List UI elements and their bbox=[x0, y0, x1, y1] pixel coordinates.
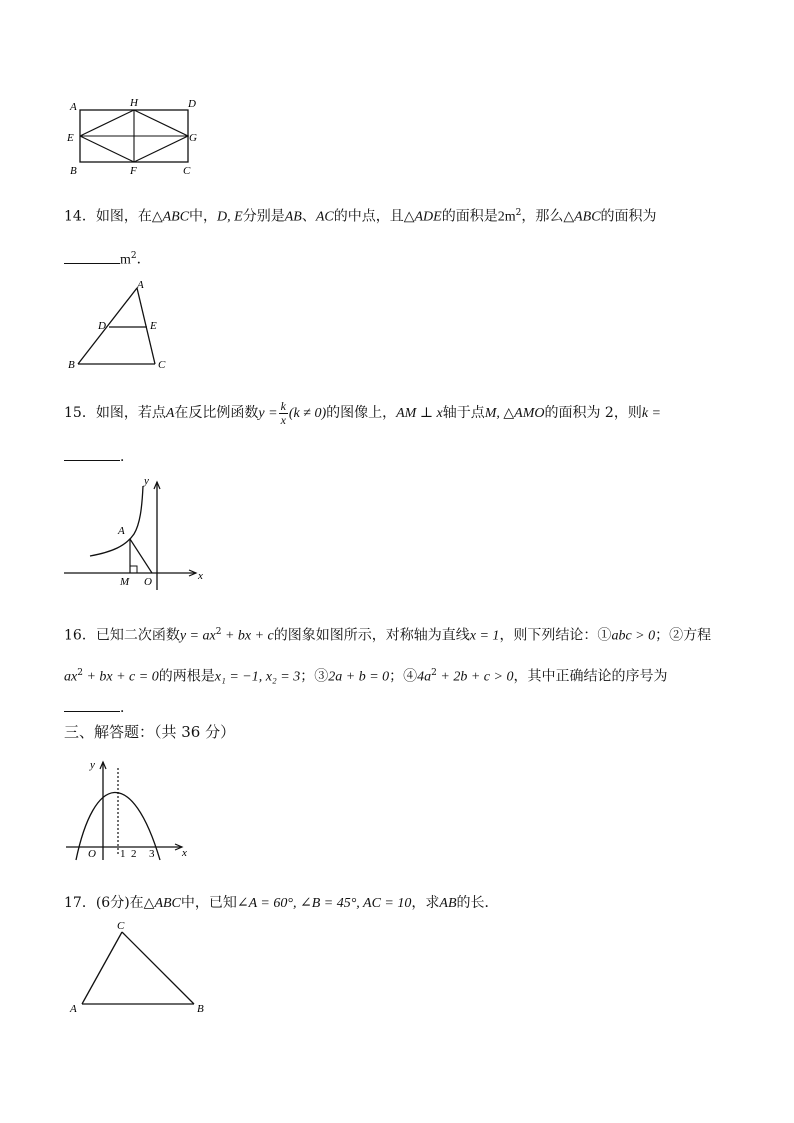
tick-3: 3 bbox=[149, 848, 155, 860]
q16-text-2: 的图象如图所示，对称轴为直线 bbox=[273, 627, 470, 644]
q15-y-equals: y = bbox=[258, 406, 278, 421]
q14-triangle-ade: △ADE bbox=[403, 209, 442, 225]
q15-text-3: 的图像上， bbox=[326, 405, 397, 421]
fig15-inverse-function-graph bbox=[60, 472, 210, 594]
q17-triangle: △ABC bbox=[143, 896, 181, 911]
q14-segment-ab: AB bbox=[284, 209, 302, 225]
label-c: C bbox=[158, 359, 166, 371]
fig14-triangle bbox=[60, 280, 180, 372]
q16-line3 bbox=[64, 697, 134, 718]
q14-text-5: 的面积是 bbox=[441, 208, 498, 225]
q14-number: 14． bbox=[64, 208, 96, 225]
q14-text-3: 分别是 bbox=[242, 208, 285, 225]
q17-text-3: ，求 bbox=[411, 895, 440, 911]
q17-line1 bbox=[64, 893, 499, 914]
q16-line1 bbox=[64, 622, 711, 647]
label-g: G bbox=[189, 132, 197, 144]
q15-line1 bbox=[64, 398, 661, 429]
q17-text-4: 的长． bbox=[456, 895, 499, 911]
q16-end: ． bbox=[120, 700, 134, 716]
q14-segment-ac: AC bbox=[315, 209, 334, 225]
q16-conclusion-4: 4a bbox=[417, 669, 432, 685]
q17-score: (6分) bbox=[95, 895, 130, 911]
q17-segment-ab: AB bbox=[439, 896, 457, 911]
label-f: F bbox=[130, 165, 137, 177]
q14-answer-blank[interactable] bbox=[64, 249, 120, 264]
label-y: y bbox=[90, 759, 95, 771]
q14-separator: 、 bbox=[301, 208, 316, 225]
q15-text-4: 轴于点 bbox=[442, 405, 485, 421]
label-x: x bbox=[198, 570, 203, 582]
q14-line2 bbox=[64, 246, 151, 271]
q15-k-equals: k = bbox=[641, 406, 662, 421]
q16-function-rest: + bx + c bbox=[221, 628, 274, 644]
label-o: O bbox=[144, 576, 152, 588]
label-d: D bbox=[188, 98, 196, 110]
q16-conclusion-1: abc > 0 bbox=[611, 628, 656, 644]
q15-answer-blank[interactable] bbox=[64, 446, 120, 461]
q15-denominator: x bbox=[280, 412, 286, 427]
q16-text-6: ；③ bbox=[300, 668, 329, 685]
q14-text-2: 中， bbox=[189, 208, 218, 225]
label-a: A bbox=[137, 280, 144, 291]
q16-exponent-2: 2 bbox=[77, 668, 83, 678]
q16-conclusion-3: 2a + b = 0 bbox=[328, 669, 390, 685]
label-h: H bbox=[130, 97, 138, 109]
section-3-heading: 三、解答题：（共 36 分） bbox=[64, 723, 236, 741]
q16-text-1: 已知二次函数 bbox=[95, 627, 180, 644]
label-c: C bbox=[117, 920, 125, 932]
q16-answer-blank[interactable] bbox=[64, 697, 120, 712]
q16-line2 bbox=[64, 663, 667, 688]
q16-equation: ax bbox=[64, 669, 78, 685]
q17-text-2: 中，已知 bbox=[180, 895, 237, 911]
q17-text-1: 在 bbox=[129, 895, 144, 911]
label-e: E bbox=[150, 320, 157, 332]
q16-equation-rest: + bx + c = 0 bbox=[82, 669, 159, 685]
label-c: C bbox=[183, 165, 191, 177]
q16-conclusion-4-rest: + 2b + c > 0 bbox=[436, 669, 514, 685]
label-a: A bbox=[70, 1003, 77, 1015]
label-a: A bbox=[70, 101, 77, 113]
q15-fraction bbox=[279, 400, 288, 427]
q14-triangle-abc-2: △ABC bbox=[563, 209, 601, 225]
q15-numerator: k bbox=[280, 398, 286, 413]
tick-1: 1 bbox=[120, 848, 126, 860]
q16-text-5: 的两根是 bbox=[158, 668, 215, 685]
label-b: B bbox=[70, 165, 77, 177]
fig13-rectangle-rhombus bbox=[60, 94, 210, 180]
q15-text-2: 在反比例函数 bbox=[174, 405, 259, 421]
q17-number: 17． bbox=[64, 895, 96, 911]
q14-text-4: 的中点，且 bbox=[333, 208, 404, 225]
q14-end: ． bbox=[136, 251, 151, 268]
q14-points-de: D, E bbox=[217, 209, 243, 225]
q14-area-value: 2m bbox=[497, 209, 516, 225]
tick-2: 2 bbox=[131, 848, 137, 860]
label-o: O bbox=[88, 848, 96, 860]
q15-end: ． bbox=[120, 449, 134, 465]
q16-exponent-3: 2 bbox=[431, 668, 437, 678]
q15-condition: (k ≠ 0) bbox=[288, 406, 327, 421]
q14-line1 bbox=[64, 203, 657, 228]
label-b: B bbox=[197, 1003, 204, 1015]
label-e: E bbox=[67, 132, 74, 144]
q15-number: 15． bbox=[64, 405, 96, 421]
q14-unit: m bbox=[120, 252, 131, 268]
label-b: B bbox=[68, 359, 75, 371]
label-x: x bbox=[182, 847, 187, 859]
q15-perpendicular: AM ⊥ x bbox=[396, 406, 443, 421]
q15-text-1: 如图，若点 bbox=[95, 405, 166, 421]
q16-function: y = ax bbox=[179, 628, 216, 644]
fig17-triangle bbox=[60, 918, 220, 1018]
q16-number: 16． bbox=[64, 627, 96, 644]
fig16-parabola-graph bbox=[60, 756, 200, 864]
q14-text-6: ，那么 bbox=[521, 208, 564, 225]
q14-triangle-abc: △ABC bbox=[151, 209, 190, 225]
q16-text-4: ；②方程 bbox=[655, 627, 712, 644]
q14-text-1: 如图，在 bbox=[95, 208, 152, 225]
q16-axis: x = 1 bbox=[469, 628, 500, 644]
q16-roots: x₁ = −1, x₂ = 3 bbox=[214, 669, 301, 685]
q15-text-5: 的面积为 2，则 bbox=[544, 405, 642, 421]
q17-condition: ∠A = 60°, ∠B = 45°, AC = 10 bbox=[236, 896, 412, 911]
label-y: y bbox=[144, 475, 149, 487]
q15-point-a: A bbox=[165, 406, 175, 421]
q16-text-8: ，其中正确结论的序号为 bbox=[513, 668, 668, 685]
label-m: M bbox=[120, 576, 130, 588]
label-a: A bbox=[118, 525, 125, 537]
q14-text-7: 的面积为 bbox=[600, 208, 657, 225]
q15-triangle-amo: M, △AMO bbox=[484, 406, 545, 421]
q16-text-7: ；④ bbox=[389, 668, 418, 685]
q15-line2 bbox=[64, 446, 134, 467]
label-d: D bbox=[98, 320, 106, 332]
q14-area-exponent: 2 bbox=[515, 208, 522, 218]
q14-unit-exponent: 2 bbox=[130, 251, 137, 261]
q16-text-3: ，则下列结论：① bbox=[499, 627, 612, 644]
q16-exponent-1: 2 bbox=[215, 627, 222, 637]
